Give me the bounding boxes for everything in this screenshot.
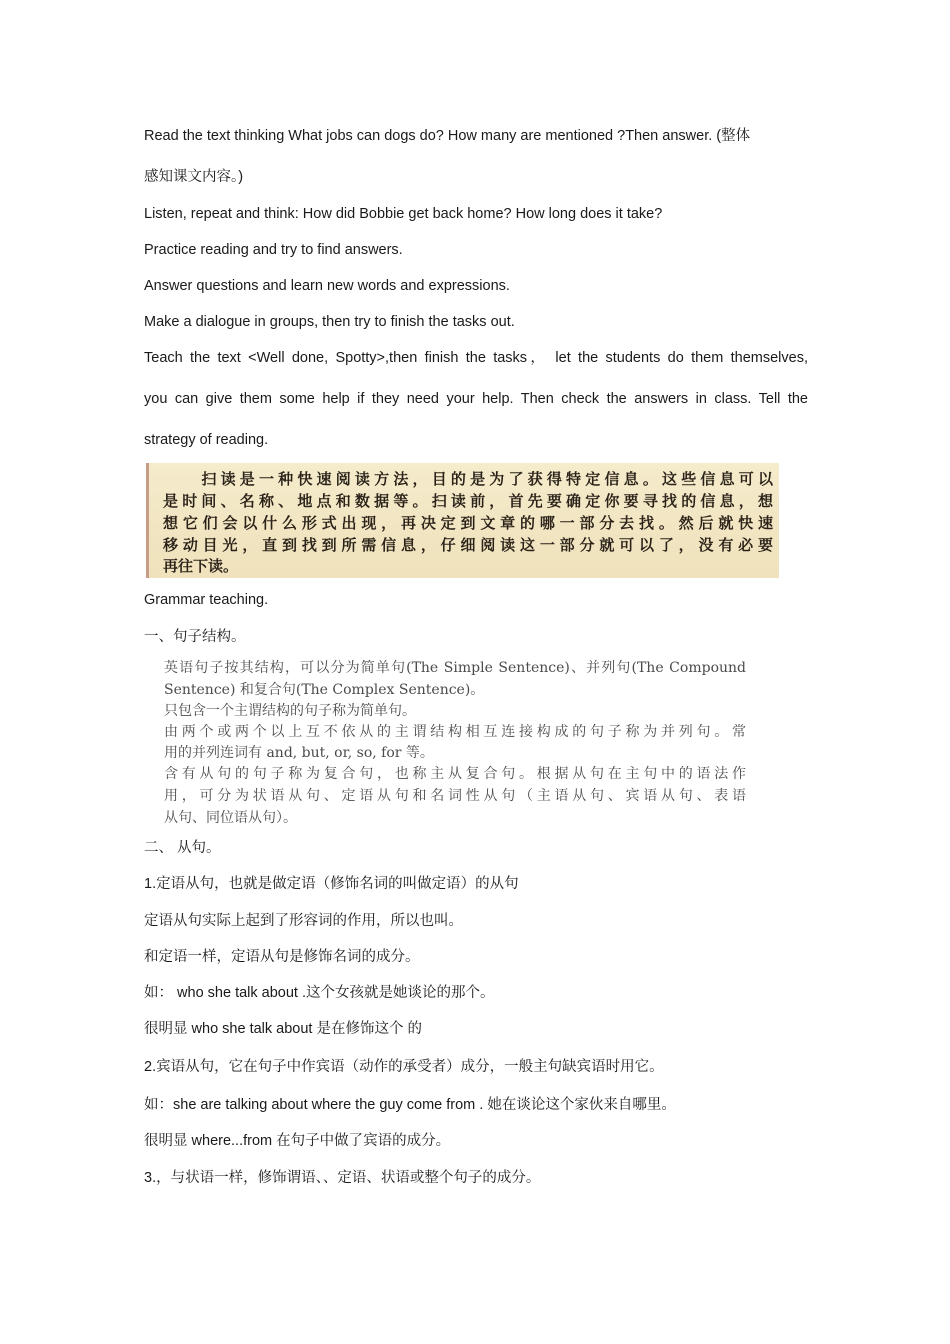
adverbial-clause-title: 3.，与状语一样，修饰谓语、、定语、状语或整个句子的成分。: [144, 1170, 541, 1186]
attributive-clause-title: 1.定语从句，也就是做定语（修饰名词的叫做定语）的从句: [144, 876, 519, 892]
scanning-strategy-image: [146, 463, 779, 578]
grammar-image-line: 由两个或两个以上互不依从的主谓结构相互连接构成的句子称为并列句。常: [164, 724, 746, 740]
grammar-image-line: Sentence) 和复合句(The Complex Sentence)。: [164, 682, 485, 698]
heading-sentence-structure: 一、句子结构。: [144, 629, 246, 645]
scan-image-line: 再往下读。: [163, 557, 239, 575]
paragraph-make-dialogue: Make a dialogue in groups, then try to finish the tasks out.: [144, 314, 515, 330]
paragraph-teach-text: Teach the text <Well done, Spotty>,then finish the tasks， let the students do them themselves,: [144, 350, 808, 366]
heading-grammar-teaching: Grammar teaching.: [144, 592, 269, 608]
heading-clauses: 二、 从句。: [144, 840, 221, 856]
paragraph-listen-repeat: Listen, repeat and think: How did Bobbie get back home? How long does it take?: [144, 206, 663, 222]
grammar-image-line: 用的并列连词有 and, but, or, so, for 等。: [164, 745, 434, 761]
paragraph-teach-text-end: strategy of reading.: [144, 432, 269, 448]
grammar-image-line: 用，可分为状语从句、定语从句和名词性从句（主语从句、宾语从句、表语: [164, 788, 746, 804]
object-clause-title: 2.宾语从句，它在句子中作宾语（动作的承受者）成分，一般主句缺宾语时用它。: [144, 1059, 664, 1075]
paragraph-answer-questions: Answer questions and learn new words and expressions.: [144, 278, 510, 294]
scan-image-line: 扫读是一种快速阅读方法，目的是为了获得特定信息。这些信息可以: [163, 470, 773, 488]
attributive-clause-note: 很明显 who she talk about 是在修饰这个 的: [144, 1021, 422, 1037]
paragraph-practice-reading: Practice reading and try to find answers.: [144, 242, 403, 258]
paragraph-teach-text-cont: you can give them some help if they need your help. Then check the answers in class. Tell the: [144, 391, 808, 407]
paragraph-read-text-cont: 感知课文内容。): [144, 169, 244, 185]
sentence-structure-image: [158, 656, 750, 832]
grammar-image-line: 英语句子按其结构，可以分为简单句(The Simple Sentence)、并列句(The Compound: [164, 660, 746, 676]
paragraph-read-text: Read the text thinking What jobs can dogs do? How many are mentioned ?Then answer. (整体: [144, 128, 751, 144]
scan-image-line: 是时间、名称、地点和数据等。扫读前，首先要确定你要寻找的信息，想: [163, 492, 773, 510]
attributive-clause-example: 如： who she talk about .这个女孩就是她谈论的那个。: [144, 985, 495, 1001]
attributive-clause-line: 定语从句实际上起到了形容词的作用，所以也叫。: [144, 913, 463, 929]
grammar-image-line: 从句、同位语从句）。: [164, 810, 297, 826]
object-clause-note: 很明显 where...from 在句子中做了宾语的成分。: [144, 1133, 451, 1149]
scan-image-line: 想它们会以什么形式出现，再决定到文章的哪一部分去找。然后就快速: [163, 514, 773, 532]
attributive-clause-line: 和定语一样，定语从句是修饰名词的成分。: [144, 949, 420, 965]
grammar-image-line: 只包含一个主谓结构的句子称为简单句。: [164, 703, 416, 719]
grammar-image-line: 含有从句的句子称为复合句，也称主从复合句。根据从句在主句中的语法作: [164, 766, 746, 782]
scan-image-line: 移动目光，直到找到所需信息，仔细阅读这一部分就可以了，没有必要: [163, 536, 773, 554]
object-clause-example: 如：she are talking about where the guy come from . 她在谈论这个家伙来自哪里。: [144, 1097, 676, 1113]
